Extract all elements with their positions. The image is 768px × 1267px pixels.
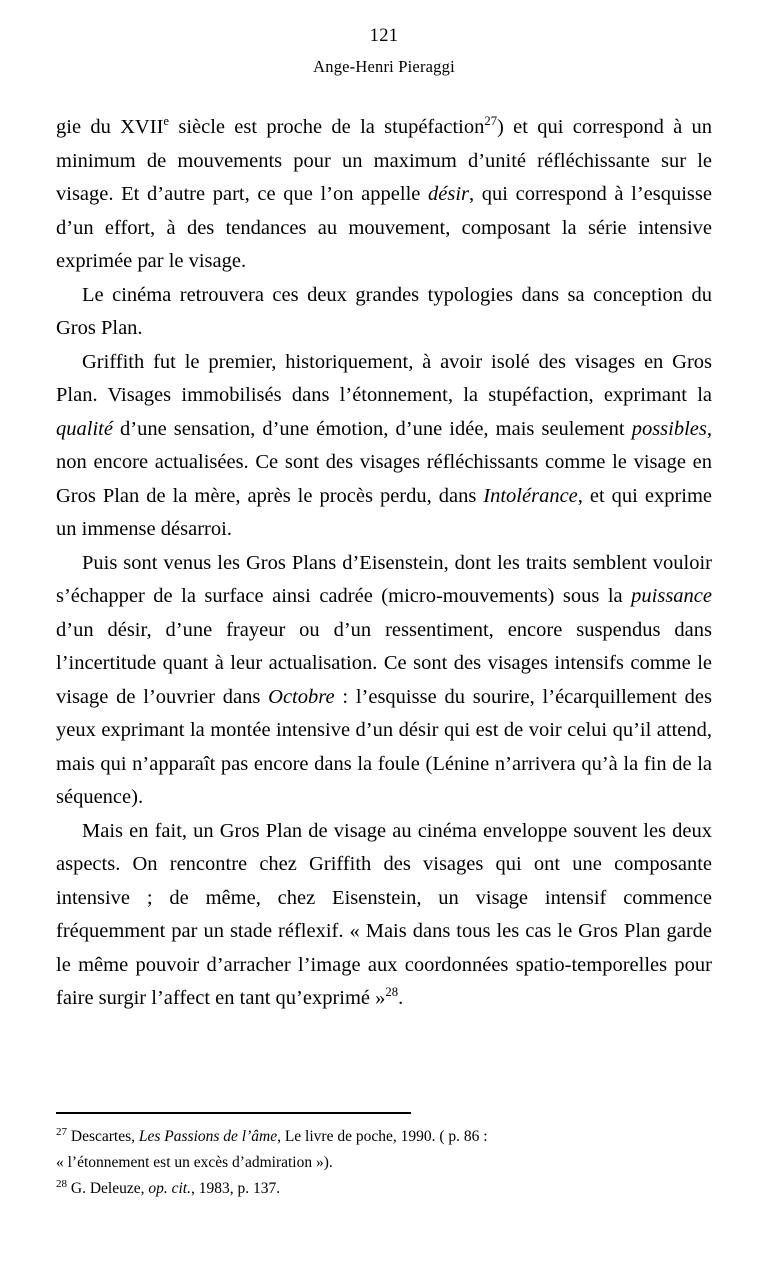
- paragraph-2: Le cinéma retrouvera ces deux grandes typologies dans sa conception du Gros Plan.: [56, 283, 712, 339]
- footnote-ref-28: 28: [385, 985, 399, 1000]
- para3-italic-intolerance: Intolérance: [483, 484, 578, 507]
- para1-italic-desir: désir: [428, 183, 470, 205]
- footnote-separator-rule: [56, 1112, 411, 1114]
- footnote-27-text-a: Descartes,: [67, 1128, 139, 1145]
- para3-italic-possibles: possibles: [631, 417, 707, 440]
- footnote-28-text-b: , 1983, p. 137.: [190, 1180, 281, 1197]
- para1-text-a: gie du XVII: [56, 116, 164, 138]
- para4-italic-octobre: Octobre: [268, 685, 335, 708]
- para3-italic-qualite: qualité: [56, 417, 113, 440]
- para4-italic-puissance: puissance: [631, 585, 712, 607]
- para4-text-a: Puis sont venus les Gros Plans d’Eisenstein, dont les traits semblent vouloir s’échapper de la surface ainsi cadrée (micro-mouvements) sous la: [56, 551, 712, 607]
- footnote-28-italic-opcit: op. cit.: [148, 1180, 191, 1197]
- paragraph-5: [56, 815, 712, 1016]
- para5-text-b: .: [398, 987, 404, 1009]
- paragraph-1: [56, 111, 712, 279]
- para3-text-a: Griffith fut le premier, historiquement, à avoir isolé des visages en Gros Plan. Visages immobilisés dans l’étonnement, la stupéfaction, exprimant la: [56, 350, 712, 406]
- paragraph-4: [56, 547, 712, 815]
- footnote-27-continued: « l’étonnement est un excès d’admiration »).: [56, 1154, 333, 1171]
- para5-text-a: Mais en fait, un Gros Plan de visage au cinéma enveloppe souvent les deux aspects. On rencontre chez Griffith des visages qui ont une composante intensive ; de même, chez Eisenstein, un visage intensif commence fréquemment par un stade réflexif. « Mais dans tous les cas le Gros Plan garde le même pouvoir d’arracher l’image aux coordonnées spatio-temporelles pour faire surgir l’affect en tant qu’exprimé »: [56, 819, 712, 1009]
- para1-text-e: , qui correspond à l’esquisse d’un effort, à des tendances au mouvement, composant la série intensive exprimée par le visage.: [56, 183, 712, 272]
- running-head: Ange-Henri Pieraggi: [313, 57, 455, 76]
- para3-text-b: d’une sensation, d’une émotion, d’une idée, mais seulement: [112, 417, 632, 440]
- para3-text-c: , non encore actualisées. Ce sont des visages réfléchissants comme le visage en Gros Plan de la mère, après le procès perdu, dans: [56, 417, 712, 507]
- footnote-27: [56, 1124, 712, 1150]
- para1-text-d: ) et qui correspond à un minimum de mouvements pour un maximum d’unité réfléchissante sur le visage. Et d’autre part, ce que l’on appelle: [56, 116, 713, 205]
- footnote-27-text-b: , Le livre de poche, 1990. ( p. 86 :: [277, 1128, 488, 1145]
- para1-text-c: siècle est proche de la stupéfaction: [169, 116, 485, 138]
- footnote-ref-27: 27: [484, 114, 498, 129]
- footnotes: [56, 1124, 712, 1202]
- footnote-27-number: 27: [56, 1125, 67, 1138]
- para1-ordinal: e: [163, 114, 170, 129]
- footnote-28: [56, 1176, 712, 1202]
- footnote-27-italic-title: Les Passions de l’âme: [138, 1128, 278, 1145]
- body-text: [56, 111, 712, 1016]
- para4-text-b: d’un désir, d’une frayeur ou d’un ressentiment, encore suspendus dans l’incertitude quant à leur actualisation. Ce sont des visages intensifs comme le visage de l’ouvrier dans: [56, 618, 712, 708]
- paragraph-3: [56, 346, 712, 547]
- para4-text-c: : l’esquisse du sourire, l’écarquillement des yeux exprimant la montée intensive d’un désir qui est de voir celui qu’il attend, mais qui n’apparaît pas encore dans la foule (Lénine n’arrivera qu’à la fin de la séquence).: [56, 685, 712, 808]
- footnote-28-text-a: G. Deleuze,: [67, 1180, 149, 1197]
- footnote-28-number: 28: [56, 1177, 67, 1190]
- para3-text-d: , et qui exprime un immense désarroi.: [56, 484, 713, 540]
- page-number: 121: [369, 26, 399, 46]
